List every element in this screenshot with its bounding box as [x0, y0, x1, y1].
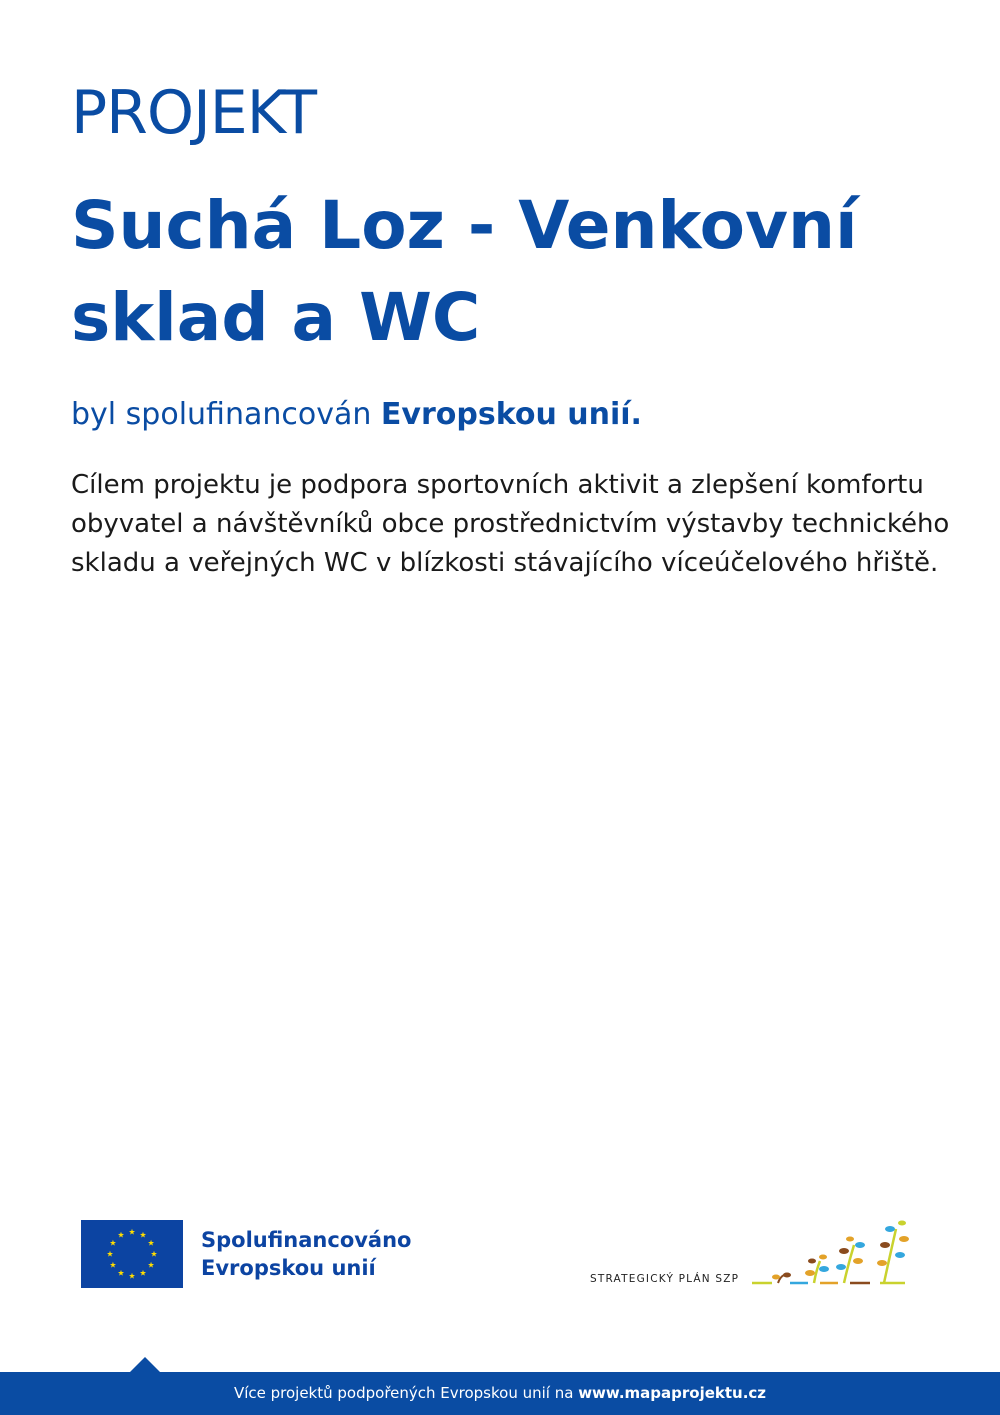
project-description: Cílem projektu je podpora sportovních aktivit a zlepšení komfortu obyvatel a návštěvníků obce prostřednictvím výstavby technického skladu a veřejných WC v blízkosti stávajícího víceúčelového hřiště. [71, 470, 950, 578]
szp-logo [590, 1215, 920, 1290]
footer-link[interactable]: www.mapaprojektu.cz [578, 1384, 767, 1402]
footer-text: Více projektů podpořených Evropskou unií na [233, 1384, 574, 1402]
eu-logo-text [201, 1226, 411, 1282]
eu-logo-line2: Evropskou unií [201, 1256, 376, 1280]
sprouts-icon [750, 1215, 920, 1290]
eu-cofinanced-logo [81, 1220, 411, 1288]
cofinanced-emphasis: Evropskou unií. [380, 397, 642, 432]
szp-logo-label: STRATEGICKÝ PLÁN SZP [590, 1273, 740, 1285]
eu-flag-icon [81, 1220, 183, 1288]
kicker-label: PROJEKT [71, 78, 317, 148]
cofinanced-prefix: byl spolufinancován [71, 397, 372, 432]
footer-notch [130, 1357, 160, 1372]
footer-bar [0, 1372, 1000, 1415]
eu-logo-line1: Spolufinancováno [201, 1228, 412, 1252]
project-title: Suchá Loz - Venkovní sklad a WC [71, 187, 858, 356]
cofinanced-statement [71, 393, 642, 437]
